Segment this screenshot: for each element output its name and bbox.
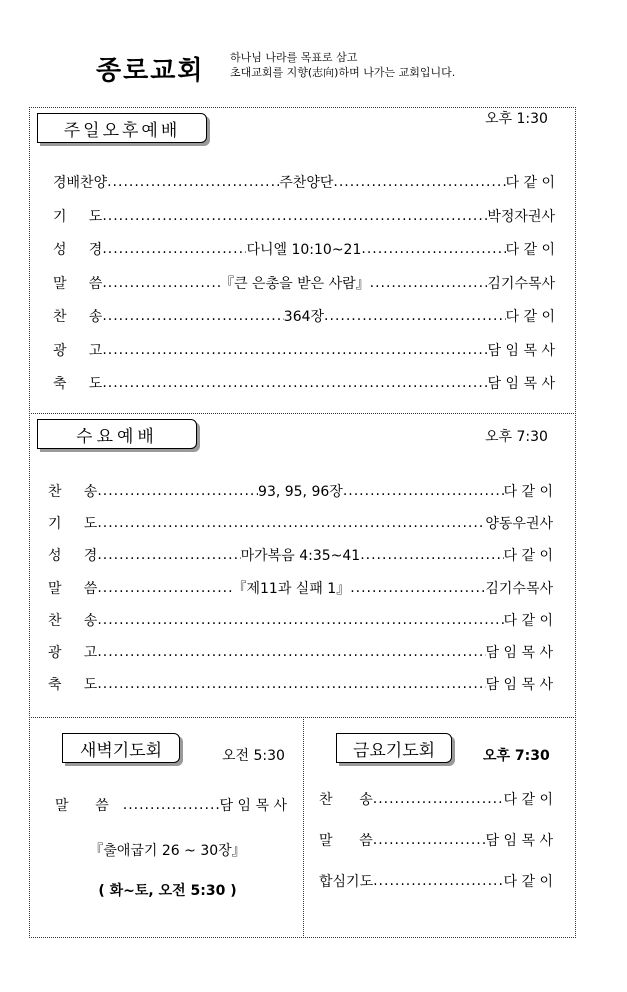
dot-leader [373, 791, 504, 807]
program-label: 말 씀 [48, 580, 98, 597]
program-label: 기 도 [53, 208, 103, 225]
program-label: 축 도 [48, 677, 98, 694]
dot-leader [102, 375, 487, 391]
program-assignee: 다 같 이 [505, 309, 556, 325]
dot-leader [107, 174, 279, 190]
divider-sunday-wednesday [29, 413, 576, 414]
program-row [53, 172, 555, 192]
section-title-dawn [62, 733, 180, 763]
dot-leader [102, 275, 220, 291]
program-label: 찬 송 [319, 792, 373, 808]
dot-leader [97, 676, 485, 692]
dot-leader [102, 208, 487, 224]
dot-leader [102, 342, 487, 358]
service-time: 오후 7:30 [485, 429, 548, 445]
dot-leader [97, 547, 240, 563]
program-assignee: 담 임 목 사 [485, 677, 553, 694]
program-row [319, 830, 553, 850]
program-assignee: 다 같 이 [503, 612, 553, 629]
program-assignee: 담 임 목 사 [487, 342, 555, 359]
dawn-scripture: 『출애굽기 26 ~ 30장』 [89, 843, 246, 859]
program-label: 찬 송 [53, 309, 103, 325]
motto-line-2: 초대교회를 지향(志向)하며 나가는 교회입니다. [230, 66, 456, 79]
program-row [53, 340, 555, 360]
dot-leader [361, 241, 505, 257]
program-detail: 다니엘 10:10~21 [246, 242, 362, 258]
program-assignee: 김기수목사 [485, 580, 553, 597]
dot-leader [370, 275, 488, 291]
service-time: 오전 5:30 [222, 748, 285, 764]
program-label: 말 씀 [53, 275, 103, 292]
program-row [319, 789, 553, 809]
program-assignee: 다 같 이 [503, 548, 554, 565]
program-row [48, 578, 553, 598]
section-title-text: 금요기도회 [352, 740, 436, 761]
service-time: 오후 1:30 [485, 111, 548, 127]
program-detail: 364장 [283, 309, 325, 325]
section-title-friday [336, 733, 452, 763]
service-time: 오후 7:30 [483, 748, 550, 764]
program-row [48, 610, 553, 630]
dot-leader [97, 612, 503, 628]
program-row [53, 306, 555, 326]
program-label: 광 고 [48, 645, 98, 661]
program-assignee: 다 같 이 [505, 242, 555, 258]
program-detail: 93, 95, 96장 [258, 484, 343, 500]
program-label: 광 고 [53, 342, 103, 359]
dot-leader [324, 308, 505, 324]
program-assignee: 김기수목사 [487, 275, 556, 292]
program-assignee: 양동우권사 [485, 516, 553, 533]
church-motto [230, 50, 455, 80]
program-row [48, 481, 553, 501]
program-row [53, 373, 555, 393]
program-detail: 주찬양단 [279, 175, 334, 191]
program-row [319, 871, 553, 891]
dot-leader [97, 580, 232, 596]
program-label: 성 경 [48, 548, 98, 565]
divider-dawn-friday [303, 717, 304, 938]
program-label: 합심기도 [319, 874, 374, 890]
section-title-text: 수요예배 [76, 426, 158, 447]
section-title-text: 새벽기도회 [79, 740, 163, 761]
dot-leader [350, 580, 485, 596]
program-assignee: 다 같 이 [503, 874, 553, 890]
program-row [48, 674, 553, 694]
program-detail: 마가복음 4:35~41 [240, 548, 361, 565]
program-assignee: 박정자권사 [487, 208, 555, 225]
dot-leader [360, 547, 503, 563]
dot-leader [373, 873, 503, 889]
program-label: 말 씀 [319, 833, 373, 849]
dot-leader [97, 515, 485, 531]
program-row [48, 545, 553, 565]
program-label: 축 도 [53, 376, 103, 392]
dot-leader [343, 483, 504, 499]
dot-leader [123, 797, 220, 813]
program-row [55, 795, 287, 815]
section-title-text: 주일오후예배 [63, 120, 181, 141]
program-assignee: 다 같 이 [503, 484, 554, 500]
program-label: 찬 송 [48, 484, 98, 500]
dawn-schedule: ( 화~토, 오전 5:30 ) [98, 883, 237, 899]
dot-leader [102, 241, 246, 257]
program-label: 성 경 [53, 242, 103, 258]
program-row [48, 513, 553, 533]
program-assignee: 담 임 목 사 [487, 376, 555, 392]
section-title-wednesday [37, 419, 197, 449]
program-label: 말 씀 [55, 798, 109, 814]
program-assignee: 담 임 목 사 [485, 645, 553, 661]
program-assignee: 다 같 이 [505, 175, 556, 191]
program-assignee: 담 임 목 사 [485, 833, 553, 849]
program-detail: 『제11과 실패 1』 [232, 580, 351, 597]
program-assignee: 다 같 이 [503, 792, 553, 808]
church-name: 종로교회 [96, 56, 205, 86]
section-title-sunday-pm [37, 113, 207, 143]
dot-leader [373, 832, 486, 848]
dot-leader [102, 308, 283, 324]
dot-leader [97, 644, 485, 660]
motto-line-1: 하나님 나라를 목표로 삼고 [230, 51, 358, 64]
dot-leader [97, 483, 258, 499]
program-label: 경배찬양 [53, 175, 108, 191]
program-detail: 『큰 은총을 받은 사람』 [220, 275, 370, 292]
program-row [53, 239, 555, 259]
program-assignee: 담 임 목 사 [219, 798, 287, 814]
program-row [53, 273, 555, 293]
program-label: 찬 송 [48, 612, 98, 629]
program-row [48, 642, 553, 662]
program-label: 기 도 [48, 516, 98, 533]
program-row [53, 206, 555, 226]
dot-leader [333, 174, 505, 190]
